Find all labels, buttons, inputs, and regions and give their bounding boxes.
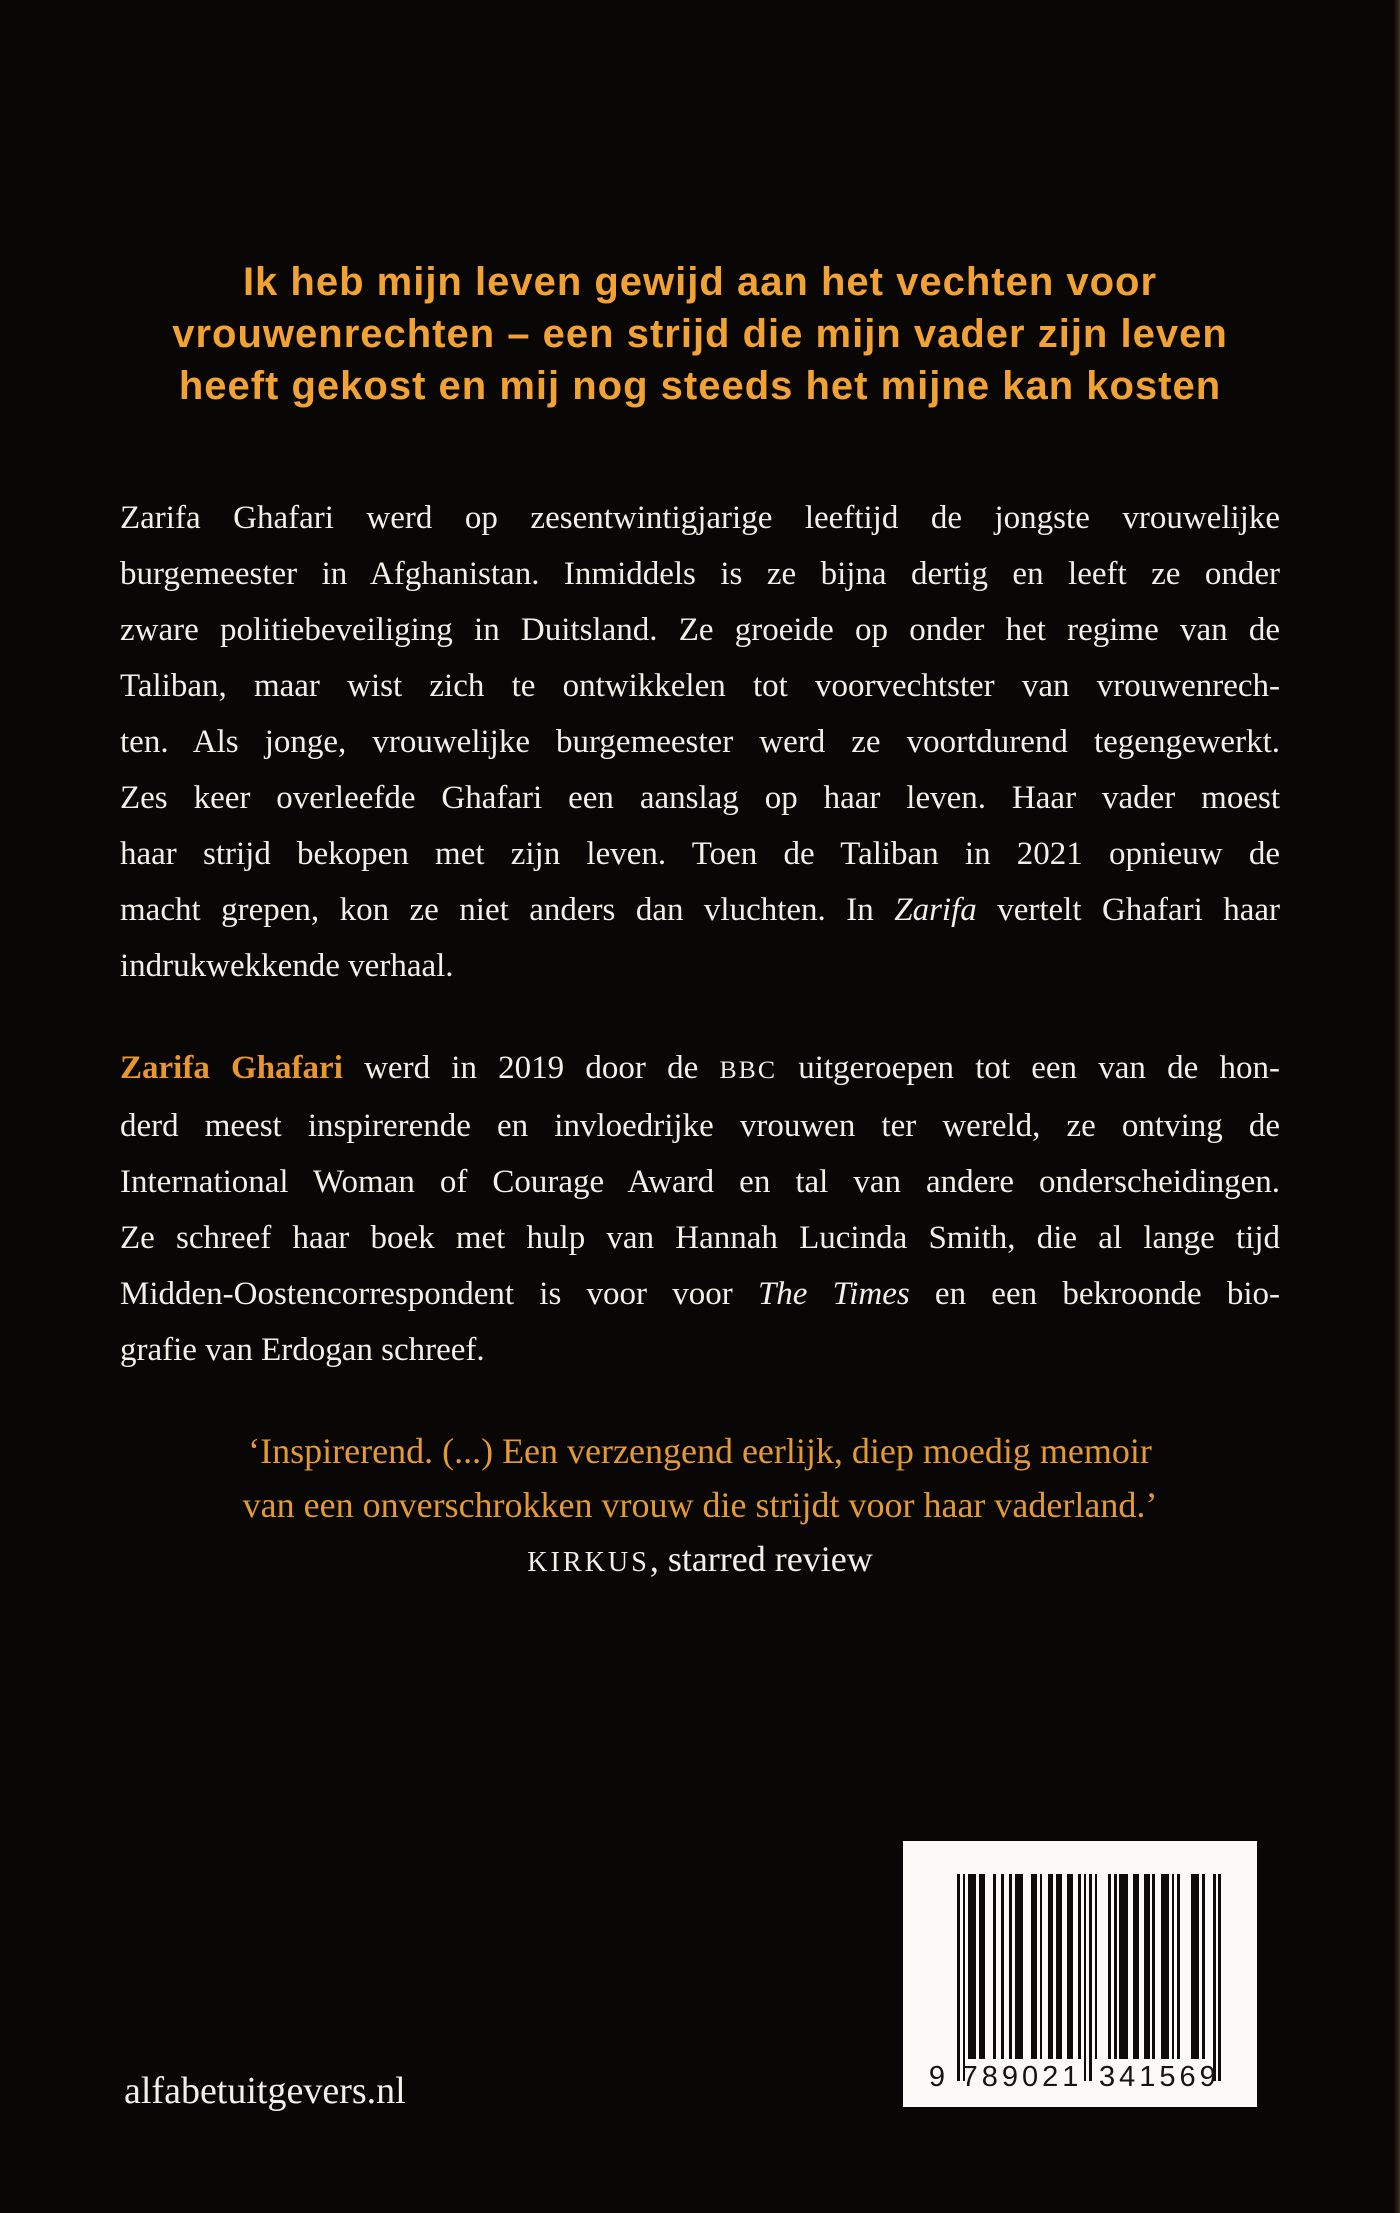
barcode-digit-group-1: 789021 [961, 2061, 1083, 2093]
author-line: International Woman of Courage Award en tal van andere onderscheidingen. [120, 1164, 1280, 1200]
bio-line: Zes keer overleefde Ghafari een aanslag op haar leven. Haar vader moest [120, 780, 1280, 816]
bio-line: indrukwekkende verhaal. [120, 948, 454, 984]
review-source: KIRKUS, starred review [527, 1539, 873, 1579]
newspaper-title-italic: The Times [757, 1276, 910, 1312]
author-line: derd meest inspirerende en invloedrijke vrouwen ter wereld, ze ontving de [120, 1108, 1280, 1144]
bio-line: Taliban, maar wist zich te ontwikkelen tot voorvechtster van vrouwenrech- [120, 668, 1280, 704]
author-line: Midden-Oostencorrespondent is voor voor The Times en een bekroonde bio- [120, 1276, 1280, 1312]
bio-line: ten. Als jonge, vrouwelijke burgemeester werd ze voortdurend tegengewerkt. [120, 724, 1280, 760]
review-quote-line-2: van een onverschrokken vrouw die strijdt voor haar vaderland.’ [242, 1485, 1158, 1525]
bio-line: macht grepen, kon ze niet anders dan vluchten. In Zarifa vertelt Ghafari haar [120, 892, 1280, 928]
headline-line-1: Ik heb mijn leven gewijd aan het vechten voor [242, 260, 1158, 304]
barcode-digit-prefix: 9 [928, 2061, 946, 2093]
bio-line: burgemeester in Afghanistan. Inmiddels is ze bijna dertig en leeft ze onder [120, 556, 1280, 592]
bio-line: zware politiebeveiliging in Duitsland. Ze groeide op onder het regime van de [120, 612, 1280, 648]
bio-line: Zarifa Ghafari werd op zesentwintigjarige leeftijd de jongste vrouwelijke [120, 500, 1280, 536]
cover-edge-highlight [1394, 0, 1400, 2213]
author-name-accent: Zarifa Ghafari [120, 1050, 343, 1086]
review-quote [0, 1424, 1400, 1590]
book-title-italic: Zarifa [894, 892, 977, 928]
barcode-digit-group-2: 341569 [1099, 2061, 1220, 2093]
headline-line-3: heeft gekost en mij nog steeds het mijne kan kosten [178, 364, 1222, 408]
bio-line: haar strijd bekopen met zijn leven. Toen de Taliban in 2021 opnieuw de [120, 836, 1280, 872]
author-line: grafie van Erdogan schreef. [120, 1332, 485, 1368]
bbc-smallcaps: BBC [719, 1055, 777, 1084]
publisher-site: alfabetuitgevers.nl [124, 2070, 406, 2112]
barcode-bars [957, 1874, 1219, 2081]
barcode [903, 1841, 1257, 2107]
headline-quote [0, 256, 1400, 412]
bio-paragraph [120, 490, 1280, 994]
review-quote-line-1: ‘Inspirerend. (...) Een verzengend eerlijk, diep moedig memoir [248, 1431, 1152, 1471]
barcode-digits [903, 2062, 1257, 2092]
kirkus-smallcaps: KIRKUS [527, 1547, 650, 1578]
author-line: Ze schreef haar boek met hulp van Hannah Lucinda Smith, die al lange tijd [120, 1220, 1280, 1256]
author-paragraph [120, 1040, 1280, 1378]
headline-line-2: vrouwenrechten – een strijd die mijn vader zijn leven [172, 312, 1228, 356]
author-line: Zarifa Ghafari werd in 2019 door de BBC uitgeroepen tot een van de hon- [120, 1050, 1280, 1086]
